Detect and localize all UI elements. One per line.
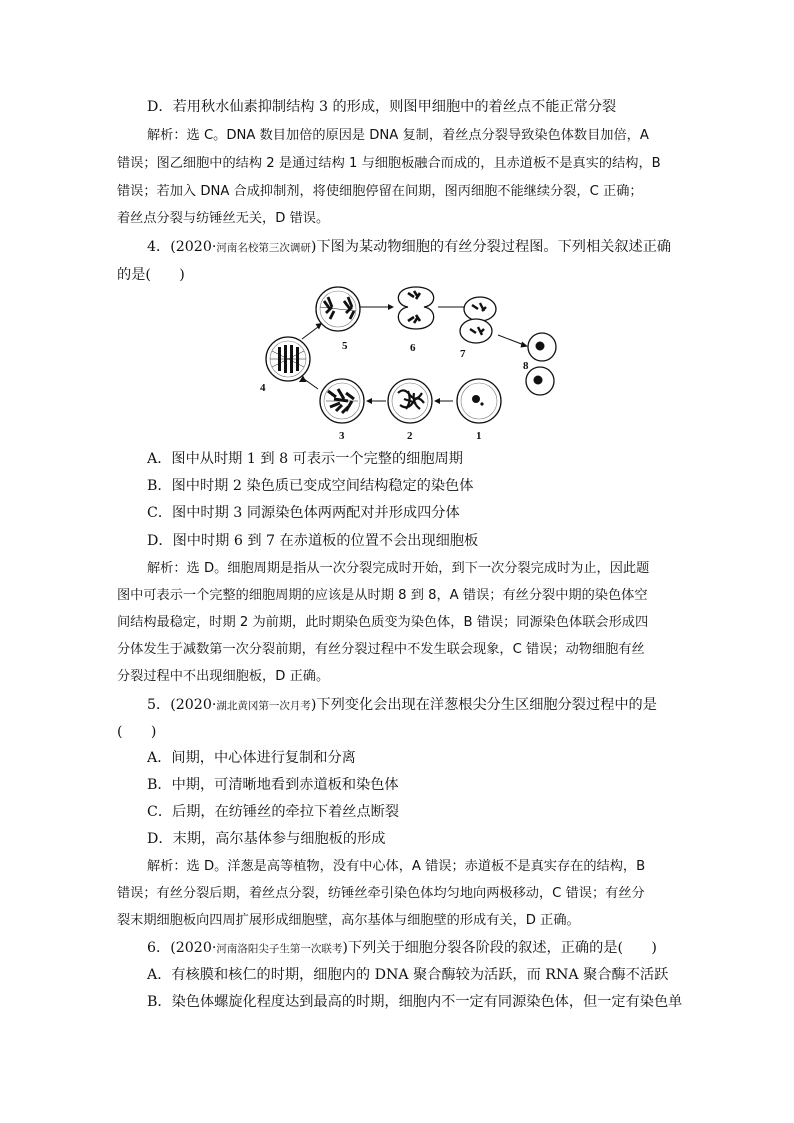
- arrow-4-5: [302, 327, 318, 339]
- q4-analysis-line: 分体发生于减数第一次分裂前期，有丝分裂过程中不发生联会现象，C 错误；动物细胞有丝: [117, 642, 645, 657]
- q4-option-b: B．图中时期 2 染色质已变成空间结构稳定的染色体: [147, 478, 474, 494]
- stage-label-4: 4: [260, 382, 266, 394]
- cell-stage-7: [460, 297, 496, 343]
- mitosis-cycle-figure: [258, 283, 568, 445]
- q4-source: 河南名校第三次调研: [216, 242, 311, 254]
- arrow-head: [434, 398, 440, 404]
- q4-analysis-line: 解析：选 D。细胞周期是指从一次分裂完成时开始，到下一次分裂完成时为止，因此题: [147, 561, 650, 576]
- arrow-7-8: [498, 335, 524, 345]
- q4-analysis-line: 图中可表示一个完整的细胞周期的应该是从时期 8 到 8，A 错误；有丝分裂中期的染色体空: [117, 588, 648, 603]
- q5-analysis-line: 解析：选 D。洋葱是高等植物，没有中心体，A 错误；赤道板不是真实存在的结构，B: [147, 859, 646, 874]
- q5-option-b: B．中期，可清晰地看到赤道板和染色体: [147, 777, 399, 793]
- stage-label-5: 5: [342, 340, 348, 352]
- q3-option-d: D．若用秋水仙素抑制结构 3 的形成，则图甲细胞中的着丝点不能正常分裂: [147, 99, 617, 115]
- q4-option-a: A．图中从时期 1 到 8 可表示一个完整的细胞周期: [147, 451, 463, 467]
- cell-stage-8: [526, 333, 556, 395]
- cell-stage-6: [398, 287, 433, 329]
- arrow-head: [388, 304, 394, 310]
- cell-stage-2: [388, 379, 432, 423]
- q4-analysis-line: 间结构最稳定，时期 2 为前期，此时期染色质变为染色体，B 错误；同源染色体联会形成四: [117, 615, 649, 630]
- cell-stage-1: [457, 379, 501, 423]
- q4-option-d: D．图中时期 6 到 7 在赤道板的位置不会出现细胞板: [147, 533, 479, 549]
- q3-analysis-line: 错误；若加入 DNA 合成抑制剂，将使细胞停留在间期，图丙细胞不能继续分裂，C 正确；: [117, 184, 643, 199]
- cell-stage-3: [320, 379, 364, 423]
- q5-analysis-line: 裂末期细胞板向四周扩展形成细胞壁，高尔基体与细胞壁的形成有关，D 正确。: [117, 913, 580, 928]
- arrow-head: [366, 398, 372, 404]
- q4-option-c: C．图中时期 3 同源染色体两两配对并形成四分体: [147, 505, 460, 521]
- q5-stem: 5．(2020·湖北黄冈第一次月考)下列变化会出现在洋葱根尖分生区细胞分裂过程中的是: [147, 697, 657, 713]
- cell-stage-4: [266, 337, 310, 381]
- q4-stem: 4．(2020·河南名校第三次调研)下图为某动物细胞的有丝分裂过程图。下列相关叙述正确: [147, 239, 672, 255]
- q3-analysis-line: 解析：选 C。DNA 数目加倍的原因是 DNA 复制，着丝点分裂导致染色体数目加倍，A: [147, 128, 649, 143]
- q5-option-d: D．末期，高尔基体参与细胞板的形成: [147, 831, 386, 847]
- q5-option-a: A．间期，中心体进行复制和分离: [147, 750, 356, 766]
- q5-analysis-line: 错误；有丝分裂后期，着丝点分裂，纺锤丝牵引染色体均匀地向两极移动，C 错误；有丝分: [117, 886, 645, 901]
- q5-source: 湖北黄冈第一次月考: [216, 700, 311, 712]
- stage-label-3: 3: [339, 430, 345, 442]
- stage-label-2: 2: [407, 430, 413, 442]
- stage-label-6: 6: [410, 342, 416, 354]
- q3-analysis-line: 着丝点分裂与纺锤丝无关，D 错误。: [117, 211, 330, 226]
- q5-option-c: C．后期，在纺锤丝的牵拉下着丝点断裂: [147, 804, 400, 820]
- q6-source: 河南洛阳尖子生第一次联考: [216, 943, 343, 955]
- arrow-head: [521, 342, 529, 348]
- stage-label-1: 1: [476, 430, 482, 442]
- q6-stem: 6．(2020·河南洛阳尖子生第一次联考)下列关于细胞分裂各阶段的叙述，正确的是( ): [147, 940, 657, 956]
- cell-stage-5: [316, 287, 360, 331]
- q5-stem-line2: ( ): [117, 724, 157, 740]
- q4-stem-line2: 的是( ): [117, 267, 185, 283]
- q6-option-b: B．染色体螺旋化程度达到最高的时期，细胞内不一定有同源染色体，但一定有染色单: [147, 994, 683, 1010]
- q4-analysis-line: 分裂过程中不出现细胞板，D 正确。: [117, 669, 330, 684]
- stage-label-7: 7: [460, 348, 466, 360]
- q3-analysis-line: 错误；图乙细胞中的结构 2 是通过结构 1 与细胞板融合而成的，且赤道板不是真实的结构，B: [117, 156, 661, 171]
- arrow-3-4: [304, 379, 318, 389]
- stage-label-8: 8: [523, 360, 529, 372]
- q6-option-a: A．有核膜和核仁的时期，细胞内的 DNA 聚合酶较为活跃，而 RNA 聚合酶不活跃: [147, 967, 669, 983]
